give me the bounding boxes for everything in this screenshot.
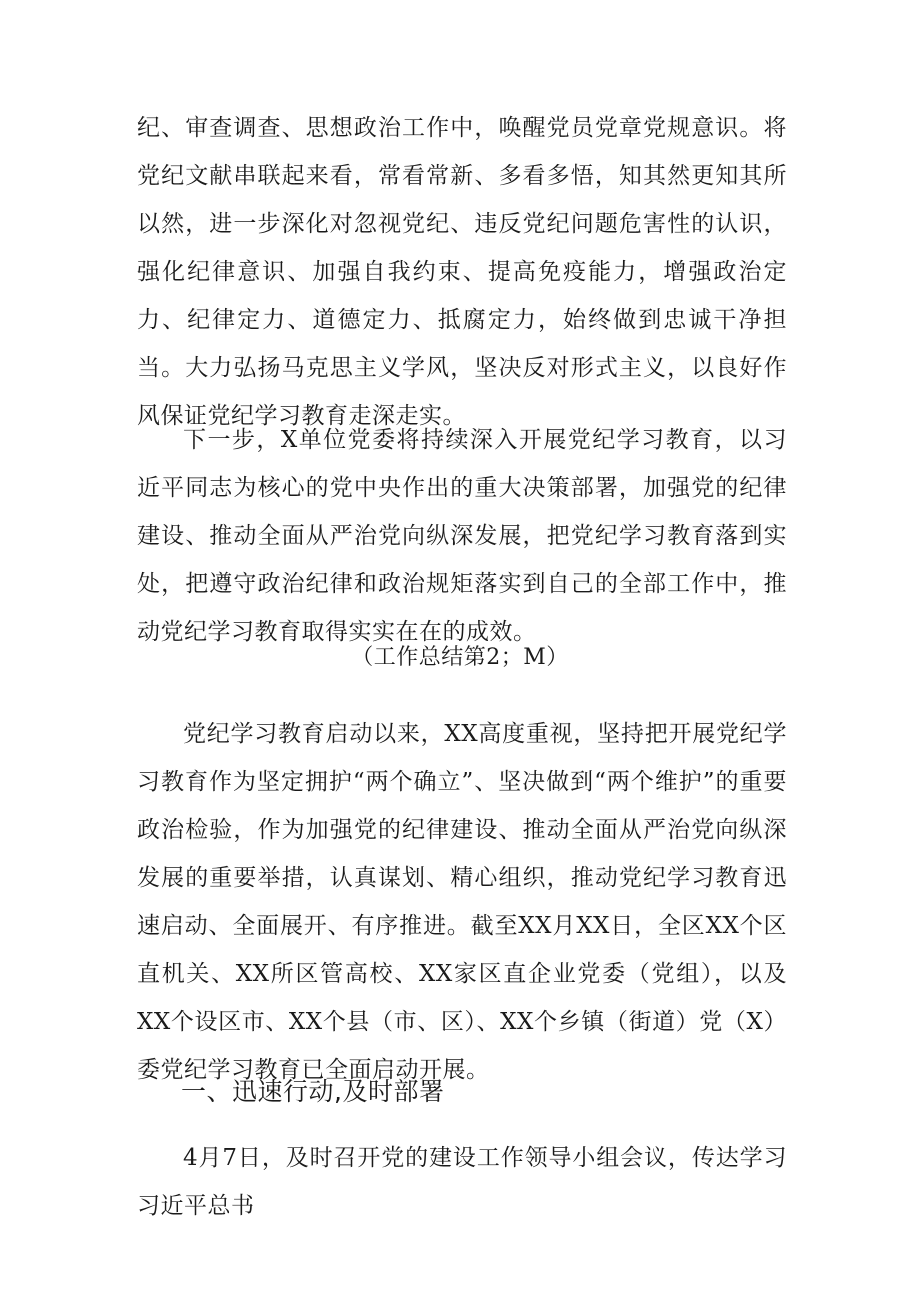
body-paragraph: 下一步，X单位党委将持续深入开展党纪学习教育，以习近平同志为核心的党中央作出的重大决策部署，加强党的纪律建设、推动全面从严治党向纵深发展，把党纪学习教育落到实处，把遵守政治纪律和政治规矩落实到自己的全部工作中，推动党纪学习教育取得实实在在的成效。 <box>137 427 787 645</box>
body-paragraph: 党纪学习教育启动以来，XX高度重视，坚持把开展党纪学习教育作为坚定拥护“两个确立”、坚决做到“两个维护”的重要政治检验，作为加强党的纪律建设、推动全面从严治党向纵深发展的重要举措，认真谋划、精心组织，推动党纪学习教育迅速启动、全面展开、有序推进。截至XX月XX日，全区XX个区直机关、XX所区管高校、XX家区直企业党委（党组），以及XX个设区市、XX个县（市、区）、XX个乡镇（街道）党（X）委党纪学习教育已全面启动开展。 <box>137 721 787 1083</box>
section-caption: （工作总结第2；M） <box>351 645 569 670</box>
section-heading: 一、迅速行动,及时部署 <box>181 1077 445 1106</box>
body-paragraph: 纪、审查调查、思想政治工作中，唤醒党员党章党规意识。将党纪文献串联起来看，常看常新、多看多悟，知其然更知其所以然，进一步深化对忽视党纪、违反党纪问题危害性的认识，强化纪律意识、加强自我约束、提高免疫能力，增强政治定力、纪律定力、道德定力、抵腐定力，始终做到忠诚干净担当。大力弘扬马克思主义学风，坚决反对形式主义，以良好作风保证党纪学习教育走深走实。 <box>137 115 787 429</box>
body-paragraph: 4月7日，及时召开党的建设工作领导小组会议，传达学习习近平总书 <box>137 1145 787 1219</box>
